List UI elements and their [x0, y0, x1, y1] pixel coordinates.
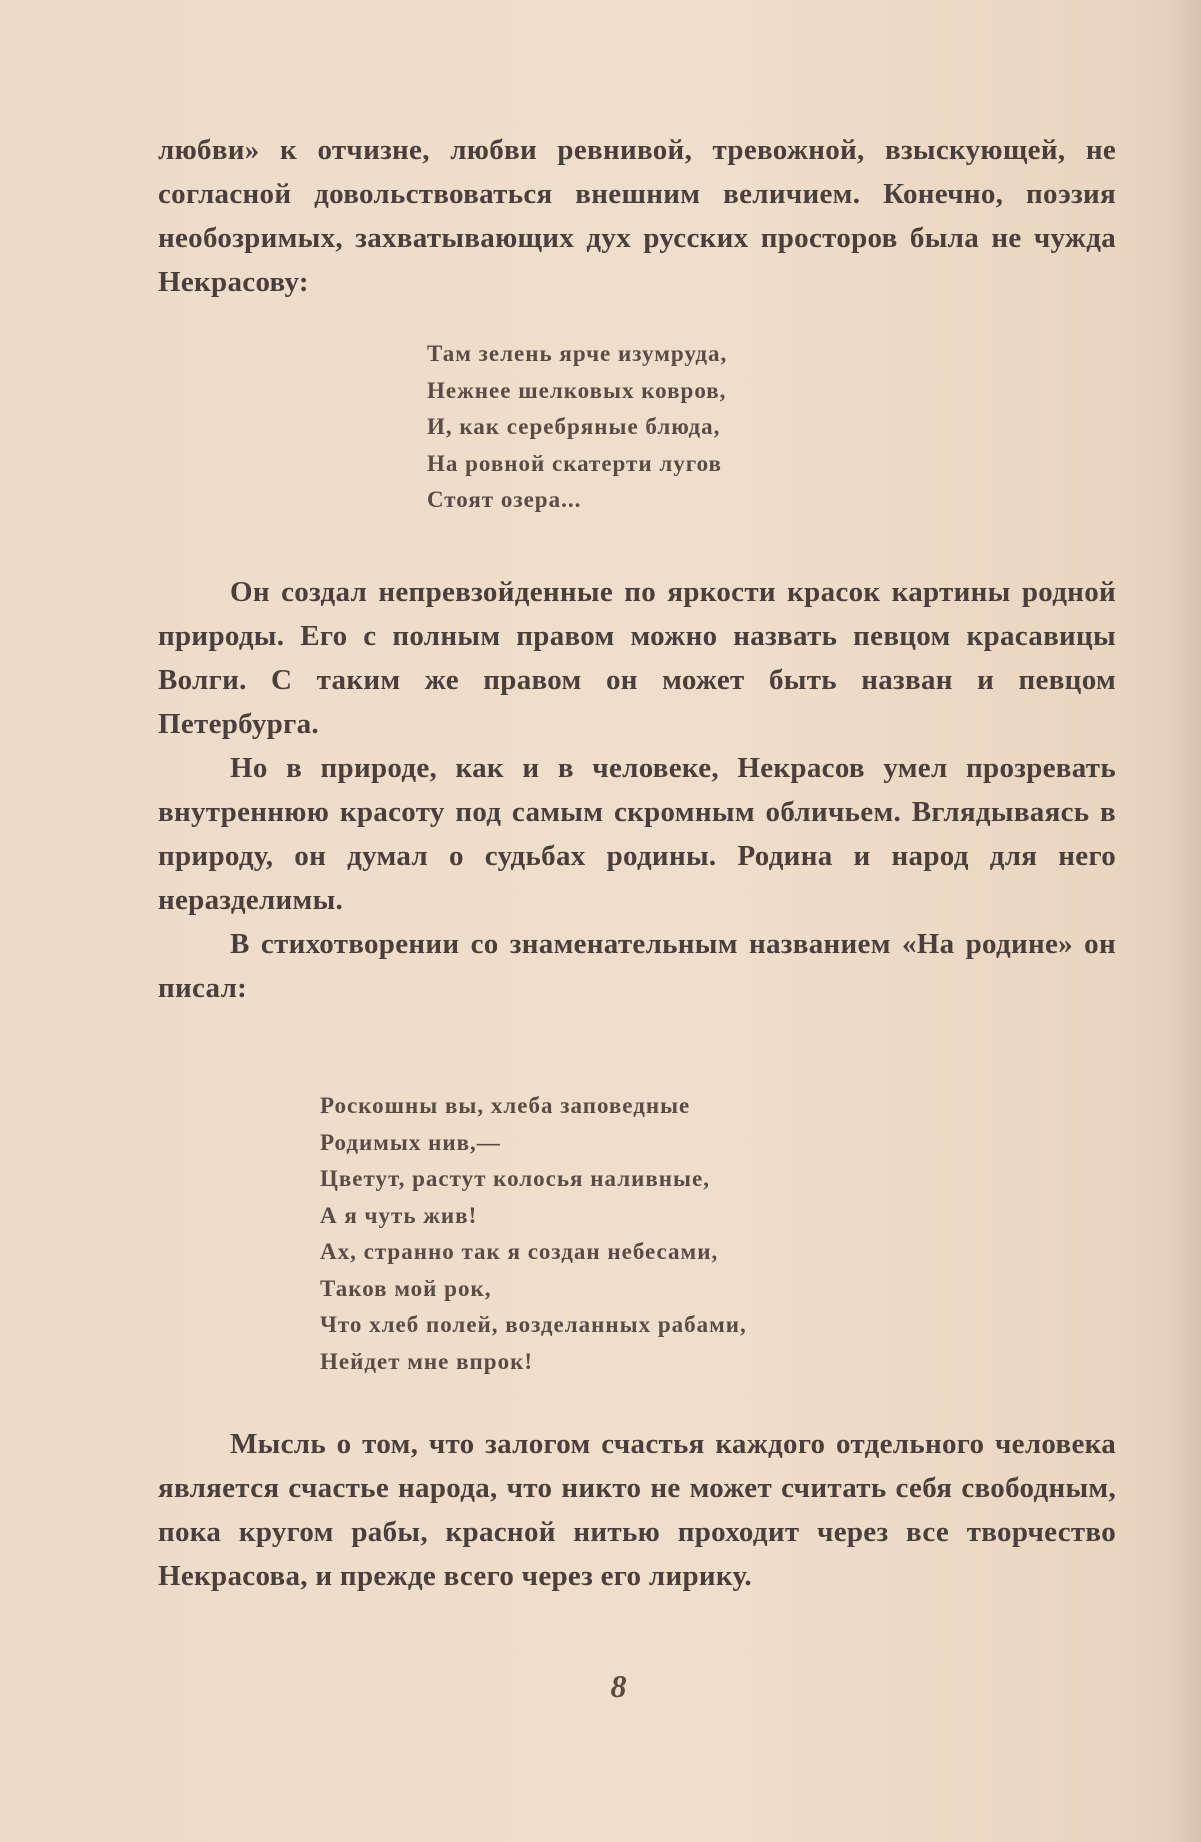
poem-line: Там зелень ярче изумруда, [427, 341, 728, 366]
text-block-middle [158, 570, 1116, 1010]
poem-line: Ах, странно так я создан небесами, [320, 1239, 719, 1264]
poem-landscape [427, 336, 727, 519]
poem-line: Стоят озера... [427, 487, 582, 512]
paragraph-nature: Он создал непревзойденные по яркости красок картины родной природы. Его с полным правом можно назвать певцом красавицы Волги. С таким же правом он может быть назван и певцом Петербурга. [158, 576, 1116, 740]
poem-line: Что хлеб полей, возделанных рабами, [320, 1312, 747, 1337]
poem-line: И, как серебряные блюда, [427, 414, 721, 439]
page-edge-shadow [1171, 0, 1201, 1842]
paragraph-opening: любви» к отчизне, любви ревнивой, тревожной, взыскующей, не согласной довольствоваться внешним величием. Конечно, поэзия необозримых, захватывающих дух русских просторов была не чужда Некрасову: [158, 134, 1116, 298]
paragraph-poem-intro: В стихотворении со знаменательным названием «На родине» он писал: [158, 928, 1116, 1004]
text-block-bottom [158, 1422, 1116, 1598]
paragraph-closing: Мысль о том, что залогом счастья каждого отдельного человека является счастье народа, что никто не может считать себя свободным, пока кругом рабы, красной нитью проходит через все творчество Некрасова, и прежде всего через его лирику. [158, 1428, 1116, 1592]
poem-line: Таков мой рок, [320, 1275, 492, 1301]
poem-line: Роскошны вы, хлеба заповедные [320, 1093, 691, 1118]
poem-line: А я чуть жив! [320, 1202, 478, 1228]
poem-na-rodine [320, 1088, 747, 1380]
poem-line: На ровной скатерти лугов [427, 450, 722, 476]
page-number: 8 [610, 1668, 627, 1704]
text-block-top [158, 128, 1116, 304]
poem-line: Нежнее шелковых ковров, [427, 377, 727, 403]
poem-line: Родимых нив,— [320, 1129, 501, 1155]
paragraph-beauty: Но в природе, как и в человеке, Некрасов умел прозревать внутреннюю красоту под самым скромным обличьем. Вглядываясь в природу, он думал о судьбах родины. Родина и народ для него неразделимы. [158, 752, 1116, 916]
poem-line: Цветут, растут колосья наливные, [320, 1166, 710, 1191]
poem-line: Нейдет мне впрок! [320, 1348, 533, 1374]
